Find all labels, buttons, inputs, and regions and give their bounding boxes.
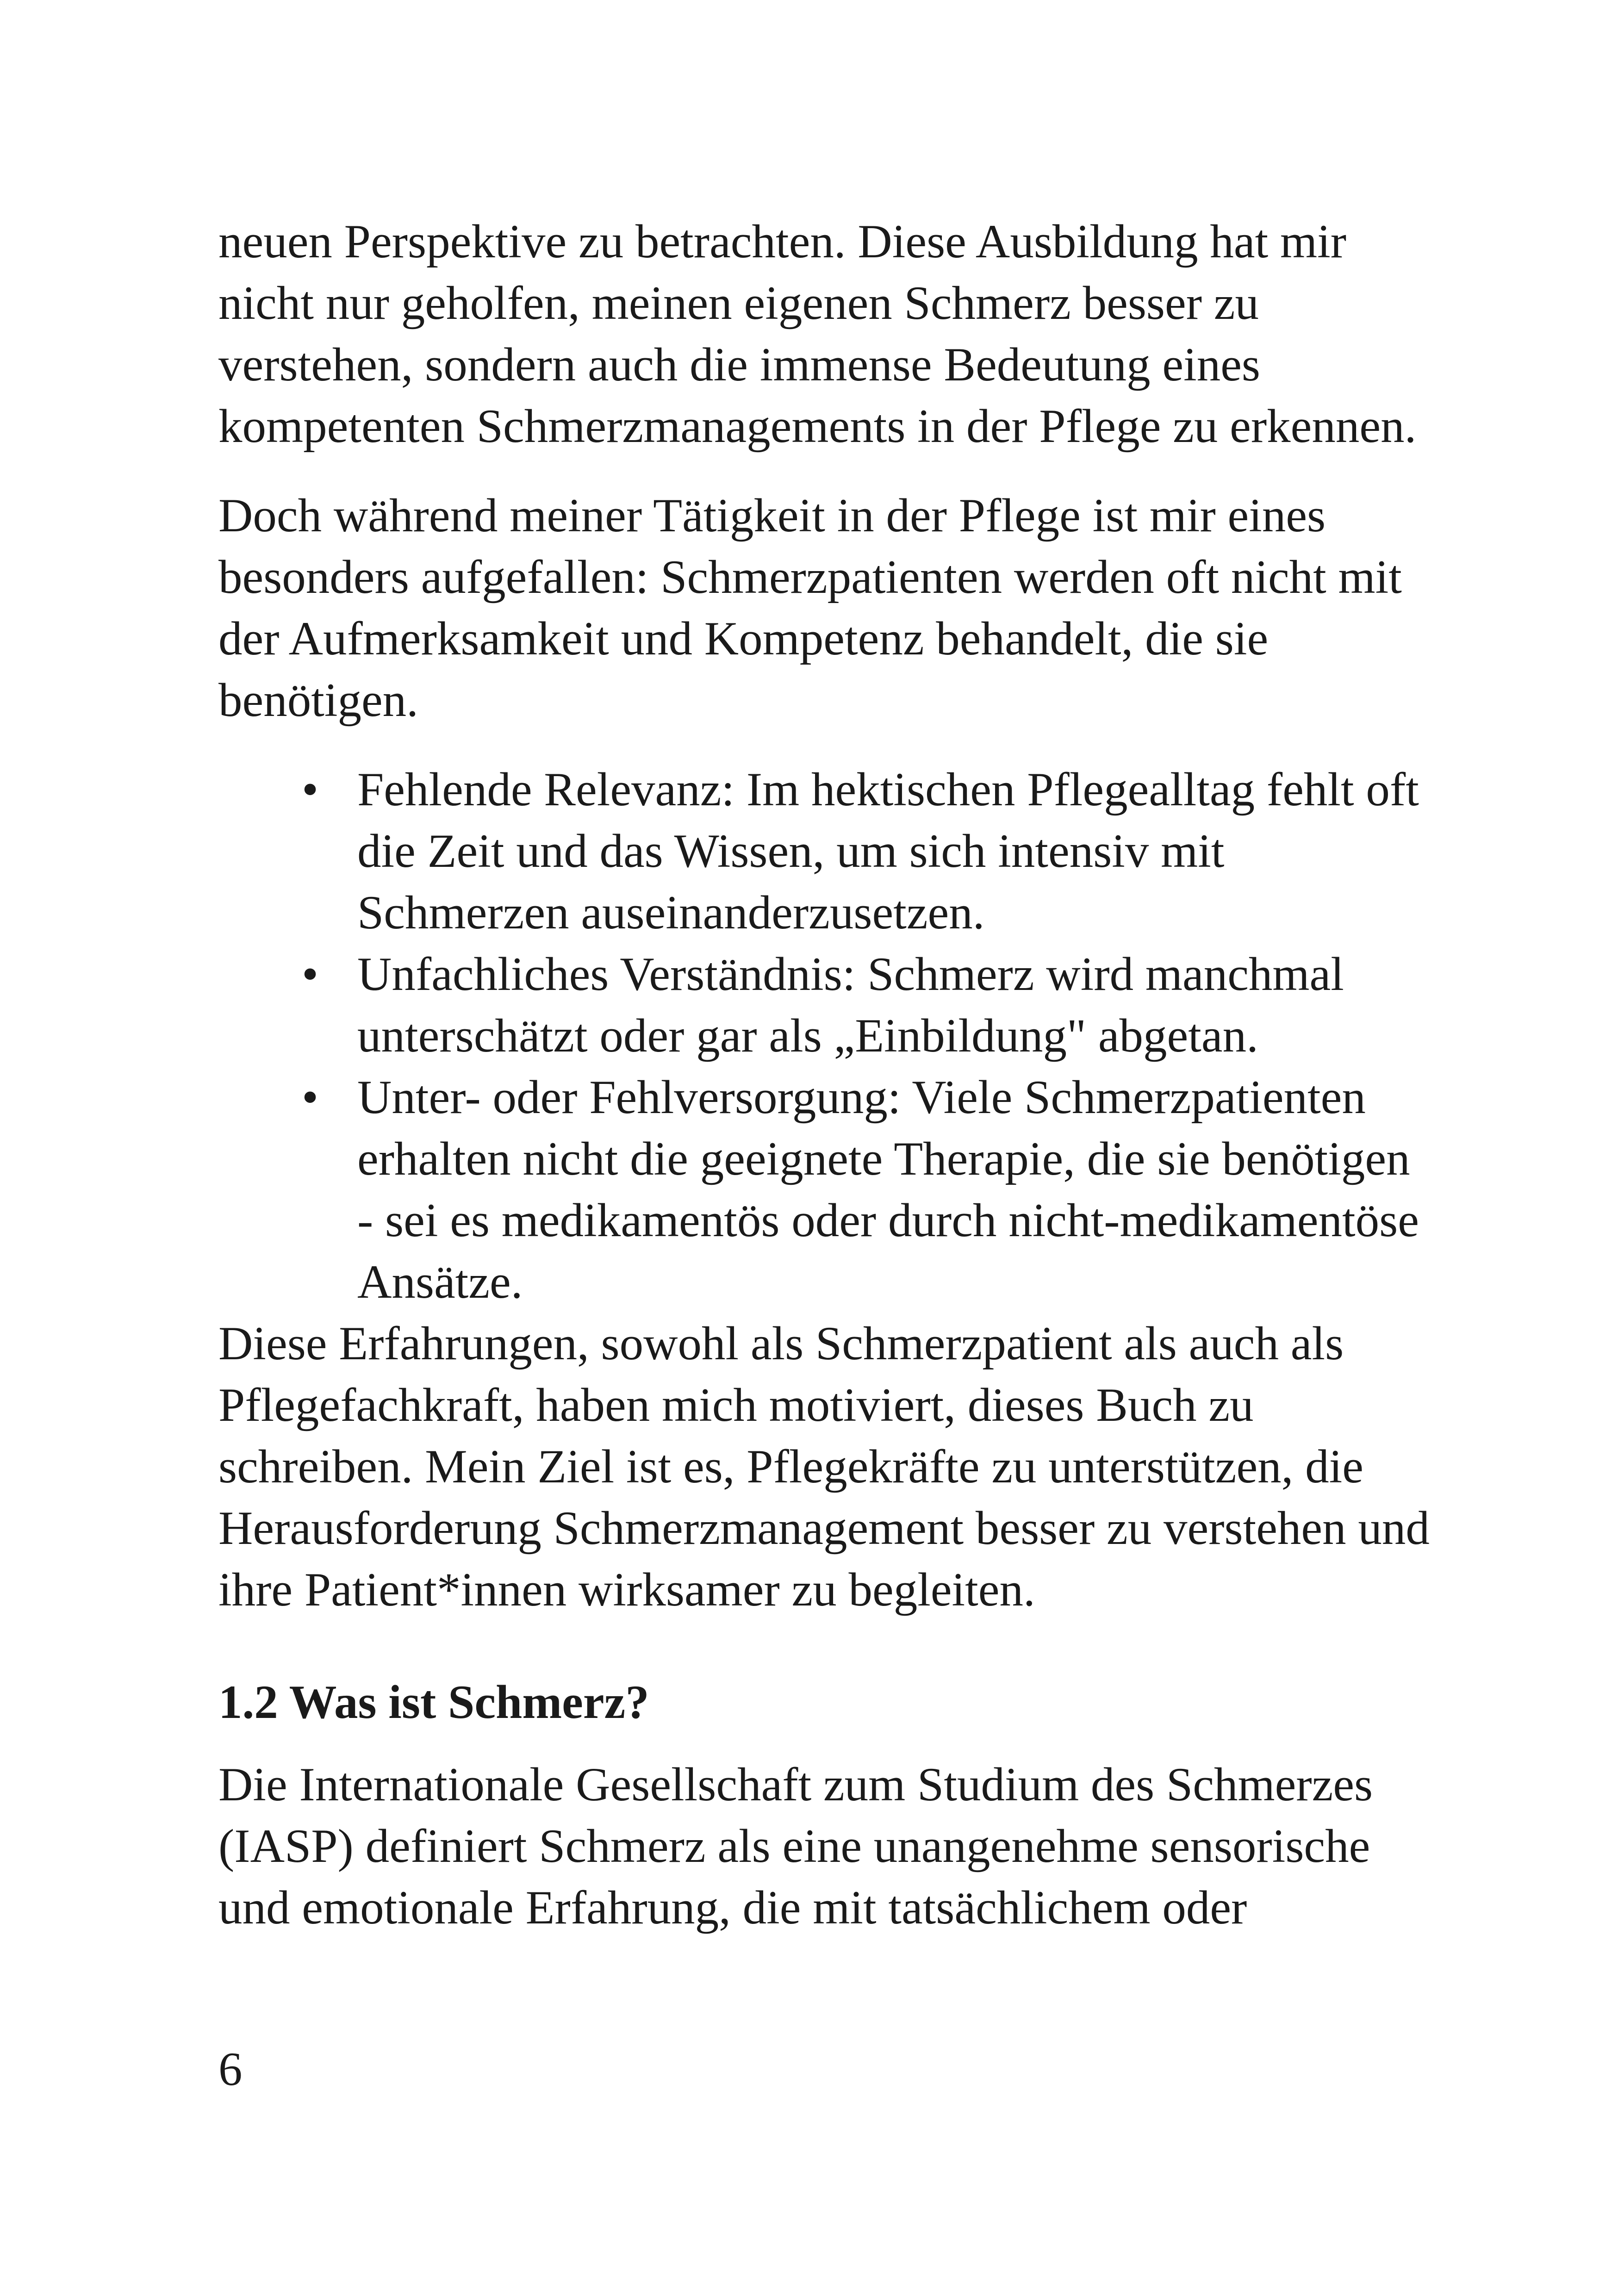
text-line: Ansätze. [357, 1256, 523, 1308]
list-item [218, 944, 1422, 1067]
section-heading: 1.2 Was ist Schmerz? [218, 1676, 649, 1729]
text-line: Unfachliches Verständnis: Schmerz wird manchmal [357, 948, 1344, 1001]
list-item [218, 1067, 1422, 1313]
bullet-icon: • [302, 763, 319, 816]
paragraph-motivation [218, 1313, 1430, 1621]
text-line: neuen Perspektive zu betrachten. Diese Ausbildung hat mir [218, 215, 1346, 268]
text-line: Schmerzen auseinanderzusetzen. [357, 886, 985, 939]
paragraph-definition [218, 1754, 1422, 1939]
text-line: Fehlende Relevanz: Im hektischen Pflegealltag fehlt oft [357, 763, 1419, 816]
text-line: ihre Patient*innen wirksamer zu begleiten. [218, 1563, 1035, 1616]
text-line: schreiben. Mein Ziel ist es, Pflegekräfte zu unterstützen, die [218, 1440, 1364, 1493]
text-line: Diese Erfahrungen, sowohl als Schmerzpatient als auch als [218, 1317, 1344, 1370]
text-line: benötigen. [218, 674, 418, 727]
text-line: - sei es medikamentös oder durch nicht-medikamentöse [357, 1194, 1419, 1247]
text-line: Herausforderung Schmerzmanagement besser zu verstehen und [218, 1502, 1430, 1555]
text-line: Doch während meiner Tätigkeit in der Pflege ist mir eines [218, 489, 1326, 542]
text-line: der Aufmerksamkeit und Kompetenz behandelt, die sie [218, 612, 1269, 665]
page-number: 6 [218, 2043, 243, 2096]
bullet-icon: • [302, 1071, 319, 1124]
text-line: Die Internationale Gesellschaft zum Studium des Schmerzes [218, 1758, 1373, 1811]
text-line: (IASP) definiert Schmerz als eine unangenehme sensorische [218, 1820, 1370, 1873]
list-item [218, 759, 1422, 944]
bullet-icon: • [302, 948, 319, 1001]
text-line: nicht nur geholfen, meinen eigenen Schmerz besser zu [218, 277, 1259, 330]
page-body [218, 211, 1430, 1939]
text-line: unterschätzt oder gar als „Einbildung" abgetan. [357, 1009, 1258, 1062]
text-line: erhalten nicht die geeignete Therapie, die sie benötigen [357, 1132, 1410, 1185]
text-line: Pflegefachkraft, haben mich motiviert, dieses Buch zu [218, 1379, 1254, 1431]
paragraph-intro-continued [218, 211, 1422, 457]
bullet-list [218, 759, 1422, 1313]
text-line: und emotionale Erfahrung, die mit tatsächlichem oder [218, 1881, 1247, 1934]
paragraph-observation [218, 485, 1422, 731]
text-line: besonders aufgefallen: Schmerzpatienten werden oft nicht mit [218, 551, 1402, 604]
text-line: kompetenten Schmerzmanagements in der Pflege zu erkennen. [218, 400, 1417, 453]
text-line: Unter- oder Fehlversorgung: Viele Schmerzpatienten [357, 1071, 1366, 1124]
text-line: die Zeit und das Wissen, um sich intensiv mit [357, 825, 1225, 877]
text-line: verstehen, sondern auch die immense Bedeutung eines [218, 338, 1261, 391]
